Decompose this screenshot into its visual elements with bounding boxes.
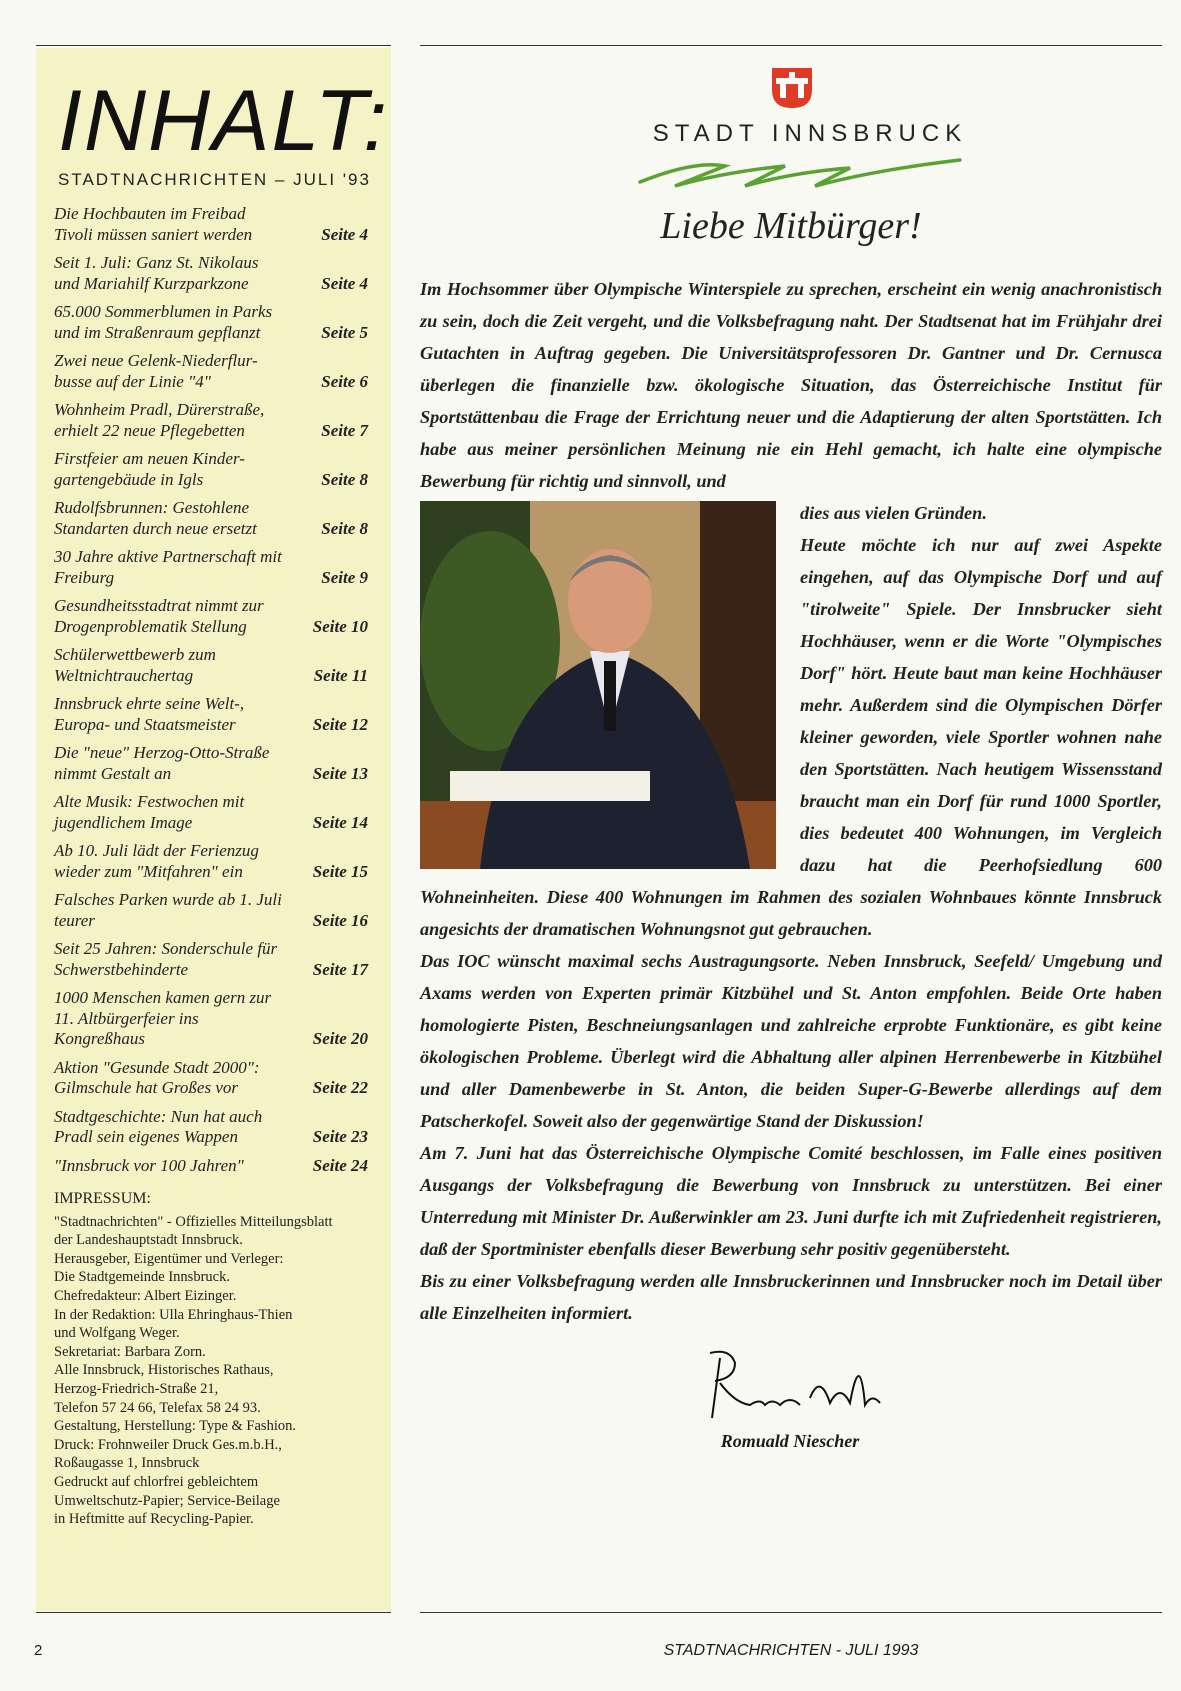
- toc-entry-page: Seite 15: [312, 861, 368, 881]
- toc-entry-title: Seit 1. Juli: Ganz St. Nikolaus und Mariahilf Kurzparkzone: [54, 253, 259, 293]
- impressum-line: Umweltschutz-Papier; Service-Beilage: [54, 1492, 280, 1509]
- toc-entry-title: Wohnheim Pradl, Dürerstraße, erhielt 22 neue Pflegebetten: [54, 400, 265, 440]
- impressum-line: Telefon 57 24 66, Telefax 58 24 93.: [54, 1399, 261, 1416]
- impressum-line: der Landeshauptstadt Innsbruck.: [54, 1232, 243, 1249]
- impressum-line: Gedruckt auf chlorfrei gebleichtem: [54, 1473, 259, 1490]
- toc-entry-title: Die Hochbauten im Freibad Tivoli müssen saniert werden: [54, 204, 253, 244]
- toc-entry-title: Innsbruck ehrte seine Welt-, Europa- und Staatsmeister: [54, 694, 245, 734]
- toc-entry-page: Seite 14: [312, 812, 368, 832]
- toc-entry-page: Seite 23: [312, 1127, 368, 1146]
- impressum-line: "Stadtnachrichten" - Offizielles Mitteilungsblatt: [54, 1213, 333, 1230]
- impressum-line: in Heftmitte auf Recycling-Papier.: [54, 1511, 254, 1528]
- page-number: 2: [34, 1642, 43, 1659]
- toc-entry: [54, 253, 372, 294]
- footer-publication: STADTNACHRICHTEN - JULI 1993: [663, 1642, 919, 1659]
- toc-entry-page: Seite 4: [321, 224, 368, 244]
- toc-entry-title: Zwei neue Gelenk-Niederflur-busse auf der Linie "4": [54, 351, 258, 391]
- impressum-line: In der Redaktion: Ulla Ehringhaus-Thien: [54, 1306, 293, 1323]
- letter-column: [420, 273, 1162, 1452]
- toc-entry: [54, 1107, 372, 1148]
- paragraph-1: Im Hochsommer über Olympische Winterspiele zu sprechen, erscheint ein wenig anachronistisch zu sein, doch die Zeit vergeht, und die Volksbefragung naht. Der Stadtsenat hat im Frühjahr drei Gutachten in Auftrag gegeben. Die Universitätsprofessoren Dr. Gantner und Dr. Cernusca überlegen die finanzielle bzw. ökologische Situation, das Österreichische Institut für Sportstättenbau die Frage der Errichtung neuer und die Adaptierung der alten Sportstätten. Ich habe aus meiner persönlichen Meinung nie ein Hehl gemacht, ich halte eine olympische Bewerbung für richtig und sinnvoll, und: [420, 279, 1162, 491]
- paragraph-5: Bis zu einer Volksbefragung werden alle Innsbruckerinnen und Innsbrucker noch im Detail über alle Einzelheiten informiert.: [420, 1271, 1162, 1323]
- innsbruck-coat-of-arms-logo: [770, 66, 814, 115]
- mayor-portrait-photo: [420, 501, 776, 869]
- impressum-line: Gestaltung, Herstellung: Type & Fashion.: [54, 1418, 296, 1435]
- toc-entry-page: Seite 17: [312, 959, 368, 979]
- top-rule-right: [420, 45, 1162, 46]
- contents-sidebar: [36, 48, 391, 1611]
- top-rule-left: [36, 45, 391, 46]
- toc-entry: [54, 498, 372, 539]
- toc-entry: [54, 351, 372, 392]
- toc-entry-title: Die "neue" Herzog-Otto-Straße nimmt Gestalt an: [54, 743, 270, 783]
- impressum-lines: [54, 1213, 384, 1529]
- toc-entry-title: 1000 Menschen kamen gern zur 11. Altbürgerfeier ins Kongreßhaus: [54, 988, 272, 1048]
- paragraph-4: Am 7. Juni hat das Österreichische Olympische Comité beschlossen, im Falle eines positiven Ausgangs der Volksbefragung die Bewerbung von Innsbruck zu unterstützen. Bei einer Unterredung mit Minister Dr. Außerwinkler am 23. Juni durfte ich mit Zufriedenheit registrieren, daß der Sportminister ebenfalls dieser Bewerbung sehr positiv gegenübersteht.: [420, 1143, 1162, 1259]
- impressum-line: Sekretariat: Barbara Zorn.: [54, 1343, 206, 1360]
- toc-entry-page: Seite 16: [312, 910, 368, 930]
- toc-entry-title: Gesundheitsstadtrat nimmt zur Drogenproblematik Stellung: [54, 596, 264, 636]
- toc-entry: [54, 1156, 372, 1177]
- toc-entry-title: 30 Jahre aktive Partnerschaft mit Freiburg: [54, 547, 282, 587]
- toc-entry-page: Seite 10: [312, 616, 368, 636]
- paragraph-2: Heute möchte ich nur auf zwei Aspekte eingehen, auf das Olympische Dorf und auf "tirolweite" Spiele. Der Innsbrucker sieht Hochhäuser, wenn er die Worte "Olympisches Dorf" hört. Heute baut man keine Hochhäuser mehr. Außerdem sind die Olympischen Dörfer kleiner geworden, viele Sportler wohnen nahe den Sportstätten. Nach heutigem Wissensstand braucht man ein Dorf für rund 1000 Sportler, dies bedeutet 400 Wohnungen, im Vergleich dazu hat die Peerhofsiedlung 600 Wohneinheiten. Diese 400 Wohnungen im Rahmen des sozialen Wohnbaues könnte Innsbruck angesichts der dramatischen Wohnungsnot gut gebrauchen.: [420, 535, 1162, 939]
- toc-entry: [54, 890, 372, 931]
- contents-subtitle: STADTNACHRICHTEN – JULI '93: [58, 170, 371, 189]
- toc-entry-title: Schülerwettbewerb zum Weltnichtrauchertag: [54, 645, 216, 685]
- signature-block: [690, 1343, 890, 1452]
- impressum-line: Herzog-Friedrich-Straße 21,: [54, 1380, 219, 1397]
- impressum: [54, 1190, 384, 1529]
- toc-entry-page: Seite 8: [321, 469, 368, 489]
- toc-entry-page: Seite 20: [312, 1029, 368, 1048]
- toc-entry-title: Rudolfsbrunnen: Gestohlene Standarten durch neue ersetzt: [54, 498, 257, 538]
- toc-entry: [54, 302, 372, 343]
- toc-entry-title: Firstfeier am neuen Kinder-gartengebäude in Igls: [54, 449, 245, 489]
- toc-entry-title: Falsches Parken wurde ab 1. Juli teurer: [54, 890, 282, 930]
- signature-name: Romuald Niescher: [720, 1431, 860, 1451]
- bottom-rule-right: [420, 1612, 1162, 1613]
- toc-entry-page: Seite 8: [321, 518, 368, 538]
- toc-entry-title: 65.000 Sommerblumen in Parks und im Straßenraum gepflanzt: [54, 302, 273, 342]
- impressum-line: Druck: Frohnweiler Druck Ges.m.b.H.,: [54, 1436, 282, 1453]
- toc-entry-page: Seite 11: [313, 665, 368, 685]
- toc-entry-title: Alte Musik: Festwochen mit jugendlichem Image: [54, 792, 245, 832]
- toc-entry-title: "Innsbruck vor 100 Jahren": [54, 1155, 244, 1175]
- handwritten-signature-icon: [690, 1343, 890, 1423]
- bottom-rule-left: [36, 1612, 391, 1613]
- toc-entry-title: Ab 10. Juli lädt der Ferienzug wieder zum "Mitfahren" ein: [54, 841, 259, 881]
- impressum-line: Herausgeber, Eigentümer und Verleger:: [54, 1250, 284, 1267]
- impressum-line: Alle Innsbruck, Historisches Rathaus,: [54, 1362, 274, 1379]
- toc-entry-page: Seite 5: [321, 322, 368, 342]
- toc-entry-page: Seite 12: [312, 714, 368, 734]
- toc-entry: [54, 939, 372, 980]
- toc-entry: [54, 988, 372, 1050]
- paragraph-1-end: dies aus vielen Gründen.: [800, 503, 987, 523]
- logo-wordmark: STADT INNSBRUCK: [652, 120, 968, 147]
- impressum-line: Die Stadtgemeinde Innsbruck.: [54, 1269, 230, 1286]
- greeting-heading: Liebe Mitbürger!: [660, 205, 922, 247]
- toc-entry: [54, 547, 372, 588]
- toc-entry-page: Seite 9: [321, 567, 368, 587]
- toc-entry-page: Seite 22: [312, 1078, 368, 1097]
- toc-entry: [54, 694, 372, 735]
- toc-entry-title: Seit 25 Jahren: Sonderschule für Schwerstbehinderte: [54, 939, 278, 979]
- toc-entry-page: Seite 7: [321, 420, 368, 440]
- toc-entry-page: Seite 24: [312, 1155, 368, 1175]
- toc-entry: [54, 841, 372, 882]
- impressum-line: Roßaugasse 1, Innsbruck: [54, 1455, 200, 1472]
- letter-body: [420, 273, 1162, 1329]
- paragraph-3: Das IOC wünscht maximal sechs Austragungsorte. Neben Innsbruck, Seefeld/ Umgebung und Axams werden von Experten primär Kitzbühel und St. Anton empfohlen. Beide Orte haben homologierte Pisten, Beschneiungsanlagen und zahlreiche erprobte Funktionäre, es gibt keine ökologischen Probleme. Überlegt wird die Abhaltung aller alpinen Herrenbewerbe in Kitzbühel und aller Damenbewerbe in St. Anton, die beiden Super-G-Bewerbe allerdings auf dem Patscherkofel. Soweit also der gegenwärtige Stand der Diskussion!: [420, 951, 1162, 1131]
- toc-entry-page: Seite 13: [312, 763, 368, 783]
- toc-entry-title: Aktion "Gesunde Stadt 2000": Gilmschule hat Großes vor: [54, 1057, 260, 1097]
- toc-entry-page: Seite 6: [321, 371, 368, 391]
- toc-entry-title: Stadtgeschichte: Nun hat auch Pradl sein eigenes Wappen: [54, 1106, 263, 1146]
- toc-entry: [54, 1058, 372, 1099]
- toc-entry: [54, 645, 372, 686]
- table-of-contents: [54, 204, 372, 1176]
- toc-entry: [54, 596, 372, 637]
- toc-entry: [54, 449, 372, 490]
- green-swoosh-icon: [635, 152, 965, 197]
- contents-title: INHALT:: [58, 73, 389, 169]
- impressum-line: und Wolfgang Weger.: [54, 1325, 180, 1342]
- toc-entry: [54, 204, 372, 245]
- impressum-heading: IMPRESSUM:: [54, 1190, 151, 1207]
- toc-entry-page: Seite 4: [321, 273, 368, 293]
- toc-entry: [54, 792, 372, 833]
- toc-entry: [54, 743, 372, 784]
- toc-entry: [54, 400, 372, 441]
- impressum-line: Chefredakteur: Albert Eizinger.: [54, 1287, 237, 1304]
